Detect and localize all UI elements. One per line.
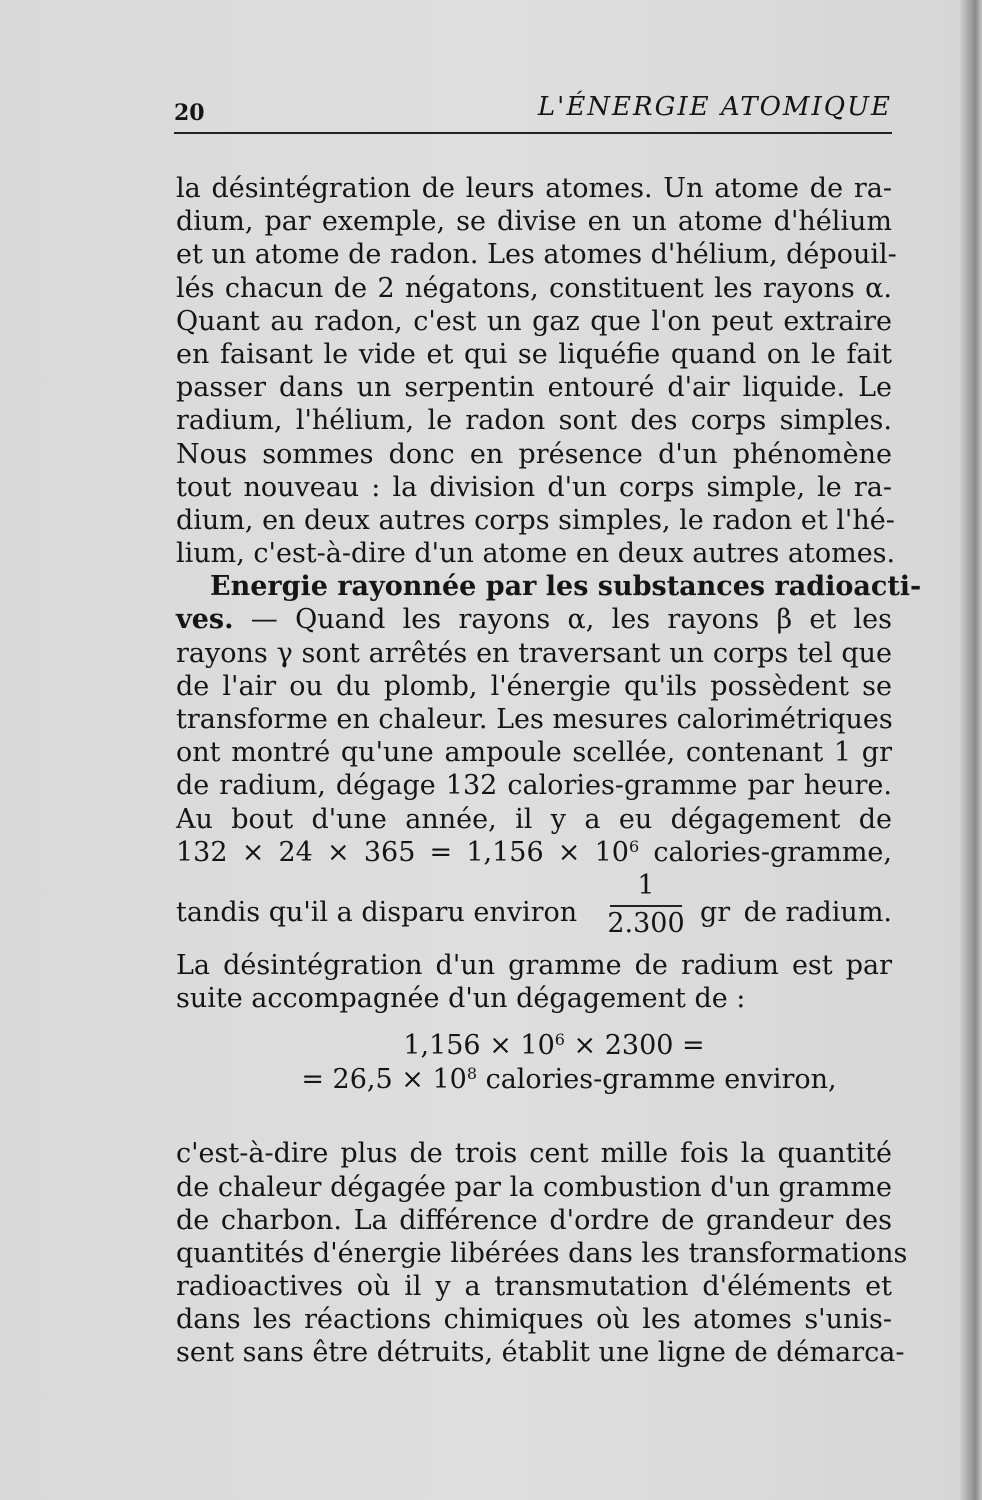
exponent: 6 <box>628 836 640 856</box>
text-line: quantités d'énergie libérées dans les transformations <box>176 1237 908 1269</box>
exponent: 8 <box>466 1064 477 1084</box>
fraction-unit: gr <box>700 896 731 928</box>
text-line: ont montré qu'une ampoule scellée, contenant 1 gr <box>176 737 892 769</box>
fraction-denominator: 2.300 <box>607 907 685 939</box>
equation-part: calories-gramme environ, <box>477 1064 837 1096</box>
calc-part: calories-gramme, <box>639 836 892 868</box>
equation-line <box>176 1029 892 1063</box>
text-line: et un atome de radon. Les atomes d'hélium, dépouil- <box>176 239 897 271</box>
page-header <box>174 92 892 134</box>
text-line: rayons γ sont arrêtés en traversant un corps tel que <box>176 637 892 669</box>
text-line: de l'air ou du plomb, l'énergie qu'ils possèdent se <box>176 670 892 702</box>
text-line: la désintégration de leurs atomes. Un atome de ra- <box>176 173 892 204</box>
fraction-line <box>176 869 892 949</box>
text-line: de chaleur dégagée par la combustion d'un gramme <box>176 1171 892 1203</box>
text-line: La désintégration d'un gramme de radium est par <box>176 949 892 981</box>
text-line: dans les réactions chimiques où les atomes s'unis- <box>176 1304 892 1336</box>
text-line: Quant au radon, c'est un gaz que l'on peut extraire <box>176 305 892 337</box>
text-line: en faisant le vide et qui se liquéfie quand on le fait <box>176 338 892 370</box>
equation-line <box>176 1063 892 1097</box>
text-line: de charbon. La différence d'ordre de grandeur des <box>176 1204 892 1236</box>
fraction-prefix: tandis qu'il a disparu environ <box>176 896 578 928</box>
fraction-numerator: 1 <box>637 869 655 901</box>
text-line <box>176 603 892 636</box>
section-heading-line <box>176 570 922 603</box>
section-heading: Energie rayonnée par les substances radioacti- <box>210 571 922 603</box>
fraction-bar <box>610 905 682 907</box>
text-line: c'est-à-dire plus de trois cent mille fois la quantité <box>176 1138 892 1170</box>
text-line: de radium, dégage 132 calories-gramme par heure. <box>176 770 892 802</box>
calculation-line <box>176 836 892 869</box>
exponent: 6 <box>554 1030 565 1050</box>
equation-part: 1,156 × 10 <box>403 1030 555 1062</box>
page-edge <box>960 0 982 1500</box>
text-line: radioactives où il y a transmutation d'éléments et <box>176 1271 892 1303</box>
body-text <box>176 172 922 1370</box>
fraction <box>606 869 686 939</box>
text-line: passer dans un serpentin entouré d'air liquide. Le <box>176 372 892 404</box>
text-line: dium, par exemple, se divise en un atome d'hélium <box>176 206 892 238</box>
text-line: transforme en chaleur. Les mesures calorimétriques <box>176 704 893 735</box>
text-line: Nous sommes donc en présence d'un phénomène <box>176 438 892 470</box>
fraction-suffix: de radium. <box>743 896 892 928</box>
equation-part: × 2300 = <box>564 1030 705 1062</box>
running-title: L'ÉNERGIE ATOMIQUE <box>537 92 892 122</box>
section-heading-end: ves. <box>176 604 234 636</box>
text-segment: — Quand les rayons α, les rayons β et les <box>233 604 892 636</box>
text-line: Au bout d'une année, il y a eu dégagement de <box>176 803 892 835</box>
text-line: sent sans être détruits, établit une ligne de démarca- <box>176 1337 905 1369</box>
text-line: suite accompagnée d'un dégagement de : <box>176 983 746 1015</box>
equation-part: = 26,5 × 10 <box>301 1064 467 1096</box>
text-line: radium, l'hélium, le radon sont des corps simples. <box>176 405 892 437</box>
text-line: lés chacun de 2 négatons, constituent les rayons α. <box>176 272 892 304</box>
text-line: dium, en deux autres corps simples, le radon et l'hé- <box>176 504 895 536</box>
text-line: tout nouveau : la division d'un corps simple, le ra- <box>176 471 892 503</box>
text-line: lium, c'est-à-dire d'un atome en deux autres atomes. <box>176 538 896 570</box>
calc-part: 132 × 24 × 365 = 1,156 × 10 <box>176 836 629 868</box>
page-number: 20 <box>174 100 205 126</box>
